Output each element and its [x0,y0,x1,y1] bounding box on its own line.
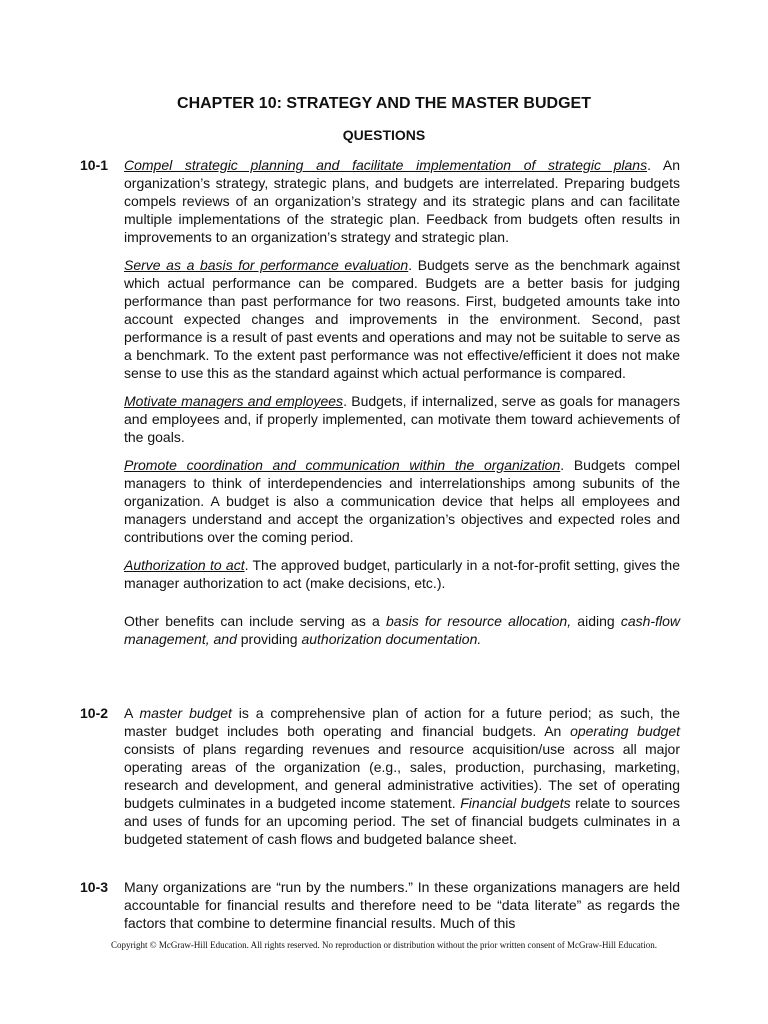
paragraph-text: relate to sources and uses of funds for an upcoming period. The set of financial budgets culminates in a budgeted statement of cash flows and budgeted balance sheet. [124,795,680,847]
paragraph-text: . Budgets, if internalized, serve as goals for managers and employees and, if properly implemented, can motivate them toward achievements of the goals. [124,393,680,445]
question-10-3 [80,878,680,932]
question-number: 10-2 [80,705,109,721]
paragraph-text: . Budgets compel managers to think of interdependencies and interrelationships among subunits of the organization. A budget is also a communication device that helps all employees and managers understand and accept the organization’s objectives and expected roles and contributions over the coming period. [124,457,680,545]
italic-term: master budget [139,705,232,721]
paragraph-text: . Budgets serve as the benchmark against which actual performance can be compared. Budgets are a better basis for judging performance than past performance for two reasons. First, budgeted amounts take into account expected changes and improvements in the environment. Second, past performance is a result of past events and operations and may not be suitable to serve as a benchmark. To the extent past performance was not effective/efficient it does not make sense to use this as the standard against which actual performance is compared. [124,257,680,381]
question-body [124,156,680,648]
answer-paragraph [124,256,680,382]
italic-term: basis for resource allocation, [386,613,572,629]
chapter-title: CHAPTER 10: STRATEGY AND THE MASTER BUDGET [177,95,591,112]
italic-term: operating budget [570,723,681,739]
paragraph-text: providing [236,631,302,647]
topic-heading: Serve as a basis for performance evaluation [124,257,409,273]
paragraph-text: A [124,705,140,721]
question-number: 10-1 [80,157,109,173]
answer-paragraph [124,556,680,592]
italic-term: Financial budgets [460,795,571,811]
topic-heading: Promote coordination and communication within the organization [124,457,561,473]
topic-heading: Authorization to act [124,557,245,573]
question-number: 10-3 [80,879,109,895]
answer-paragraph: Many organizations are “run by the numbers.” In these organizations managers are held accountable for financial results and therefore need to be “data literate” as regards the factors that combine to determine financial results. Much of this [124,879,680,931]
copyright-footer: Copyright © McGraw-Hill Education. All rights reserved. No reproduction or distribution without the prior written consent of McGraw-Hill Education. [111,940,657,950]
paragraph-text: Other benefits can include serving as a [124,613,387,629]
question-body [124,878,680,932]
paragraph-text: . An organization’s strategy, strategic plans, and budgets are interrelated. Preparing budgets compels reviews of an organization’s strategy and its strategic plans and can facilitate multiple implementations of the strategic plan. Feedback from budgets often results in improvements to an organization’s strategy and strategic plan. [124,157,680,245]
paragraph-text: is a comprehensive plan of action for a future period; as such, the master budget includes both operating and financial budgets. An [124,705,680,739]
italic-term: authorization documentation. [301,631,482,647]
topic-heading: Compel strategic planning and facilitate implementation of strategic plans [124,157,648,173]
paragraph-text: aiding [571,613,621,629]
section-heading: QUESTIONS [342,127,426,143]
answer-paragraph [124,704,680,848]
answer-paragraph [124,392,680,446]
italic-term: cash-flow management, and [124,613,680,647]
answer-paragraph [124,612,680,648]
question-10-1 [80,156,680,648]
question-body [124,704,680,848]
answer-paragraph [124,456,680,546]
paragraph-text: consists of plans regarding revenues and resource acquisition/use across all major operating areas of the organization (e.g., sales, production, purchasing, marketing, research and development, and general administrative activities). The set of operating budgets culminates in a budgeted income statement. [124,741,680,811]
answer-paragraph [124,156,680,246]
topic-heading: Motivate managers and employees [124,393,344,409]
question-10-2 [80,704,680,848]
paragraph-text: . The approved budget, particularly in a not-for-profit setting, gives the manager authorization to act (make decisions, etc.). [124,557,680,591]
